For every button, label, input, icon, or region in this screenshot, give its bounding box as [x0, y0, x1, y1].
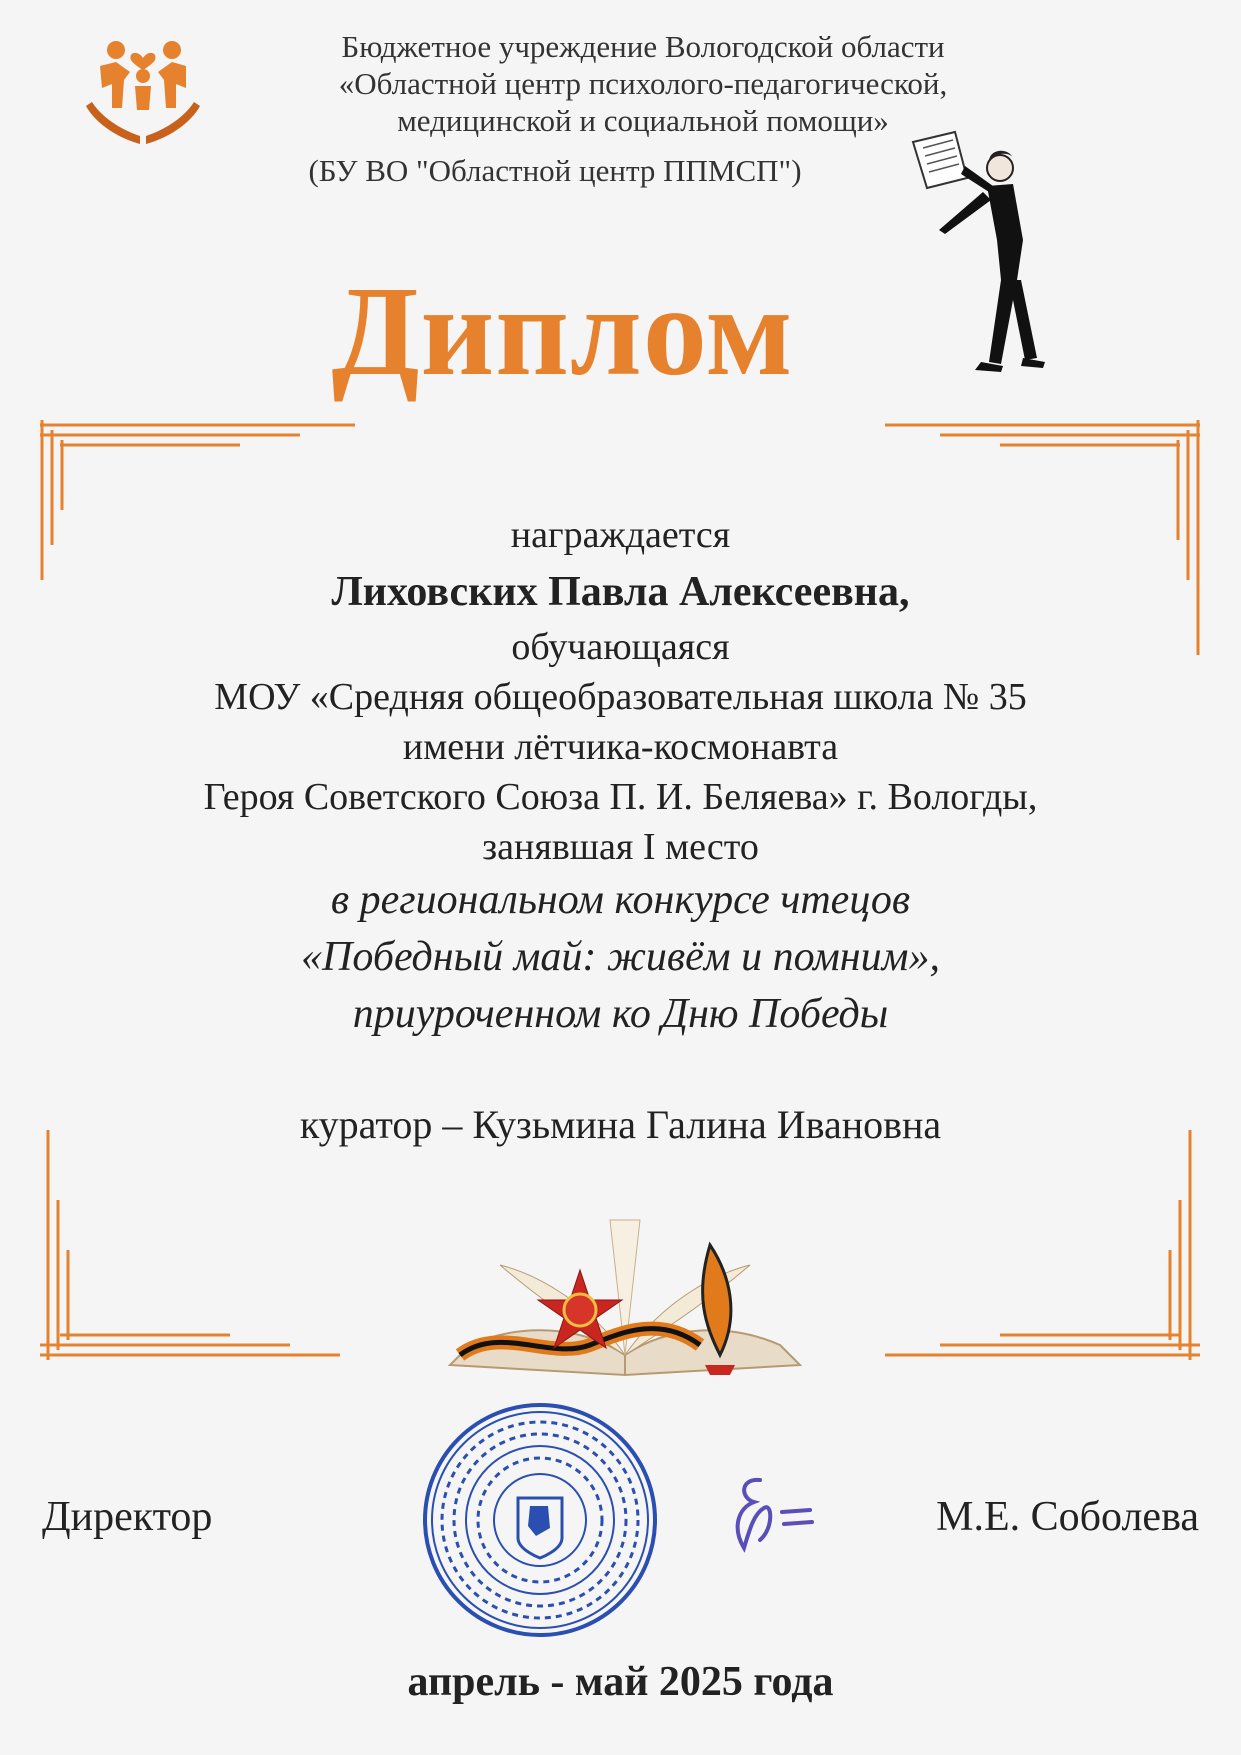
- institution-line-3: медицинской и социальной помощи»: [397, 103, 889, 138]
- official-stamp: [418, 1398, 663, 1643]
- victory-book-emblem: [440, 1205, 810, 1380]
- institution-line-1: Бюджетное учреждение Вологодской области: [341, 29, 945, 64]
- school-line-3: Героя Советского Союза П. И. Беляева» г. Вологды,: [203, 776, 1038, 818]
- director-name: М.Е. Соболева: [936, 1494, 1199, 1540]
- date-text: апрель - май 2025 года: [407, 1659, 834, 1705]
- place-text: занявшая I место: [482, 826, 759, 868]
- recipient-status: обучающаяся: [511, 626, 730, 668]
- school-line-1: МОУ «Средняя общеобразовательная школа № 35: [214, 676, 1027, 718]
- institution-line-2: «Областной центр психолого-педагогической,: [338, 66, 948, 101]
- contest-line-2: «Победный май: живём и помним»,: [301, 934, 940, 980]
- awarded-label: награждается: [510, 514, 731, 556]
- institution-short-name: (БУ ВО "Областной центр ППМСП"): [308, 153, 802, 188]
- contest-line-1: в региональном конкурсе чтецов: [330, 877, 911, 923]
- recipient-name: Лиховских Павла Алексеевна,: [331, 569, 910, 615]
- director-signature: [720, 1468, 830, 1558]
- school-line-2: имени лётчика-космонавта: [402, 726, 839, 768]
- document-title: Диплом: [331, 260, 794, 402]
- curator-text: куратор – Кузьмина Галина Ивановна: [299, 1102, 942, 1147]
- contest-line-3: приуроченном ко Дню Победы: [352, 991, 889, 1037]
- director-role: Директор: [42, 1494, 213, 1540]
